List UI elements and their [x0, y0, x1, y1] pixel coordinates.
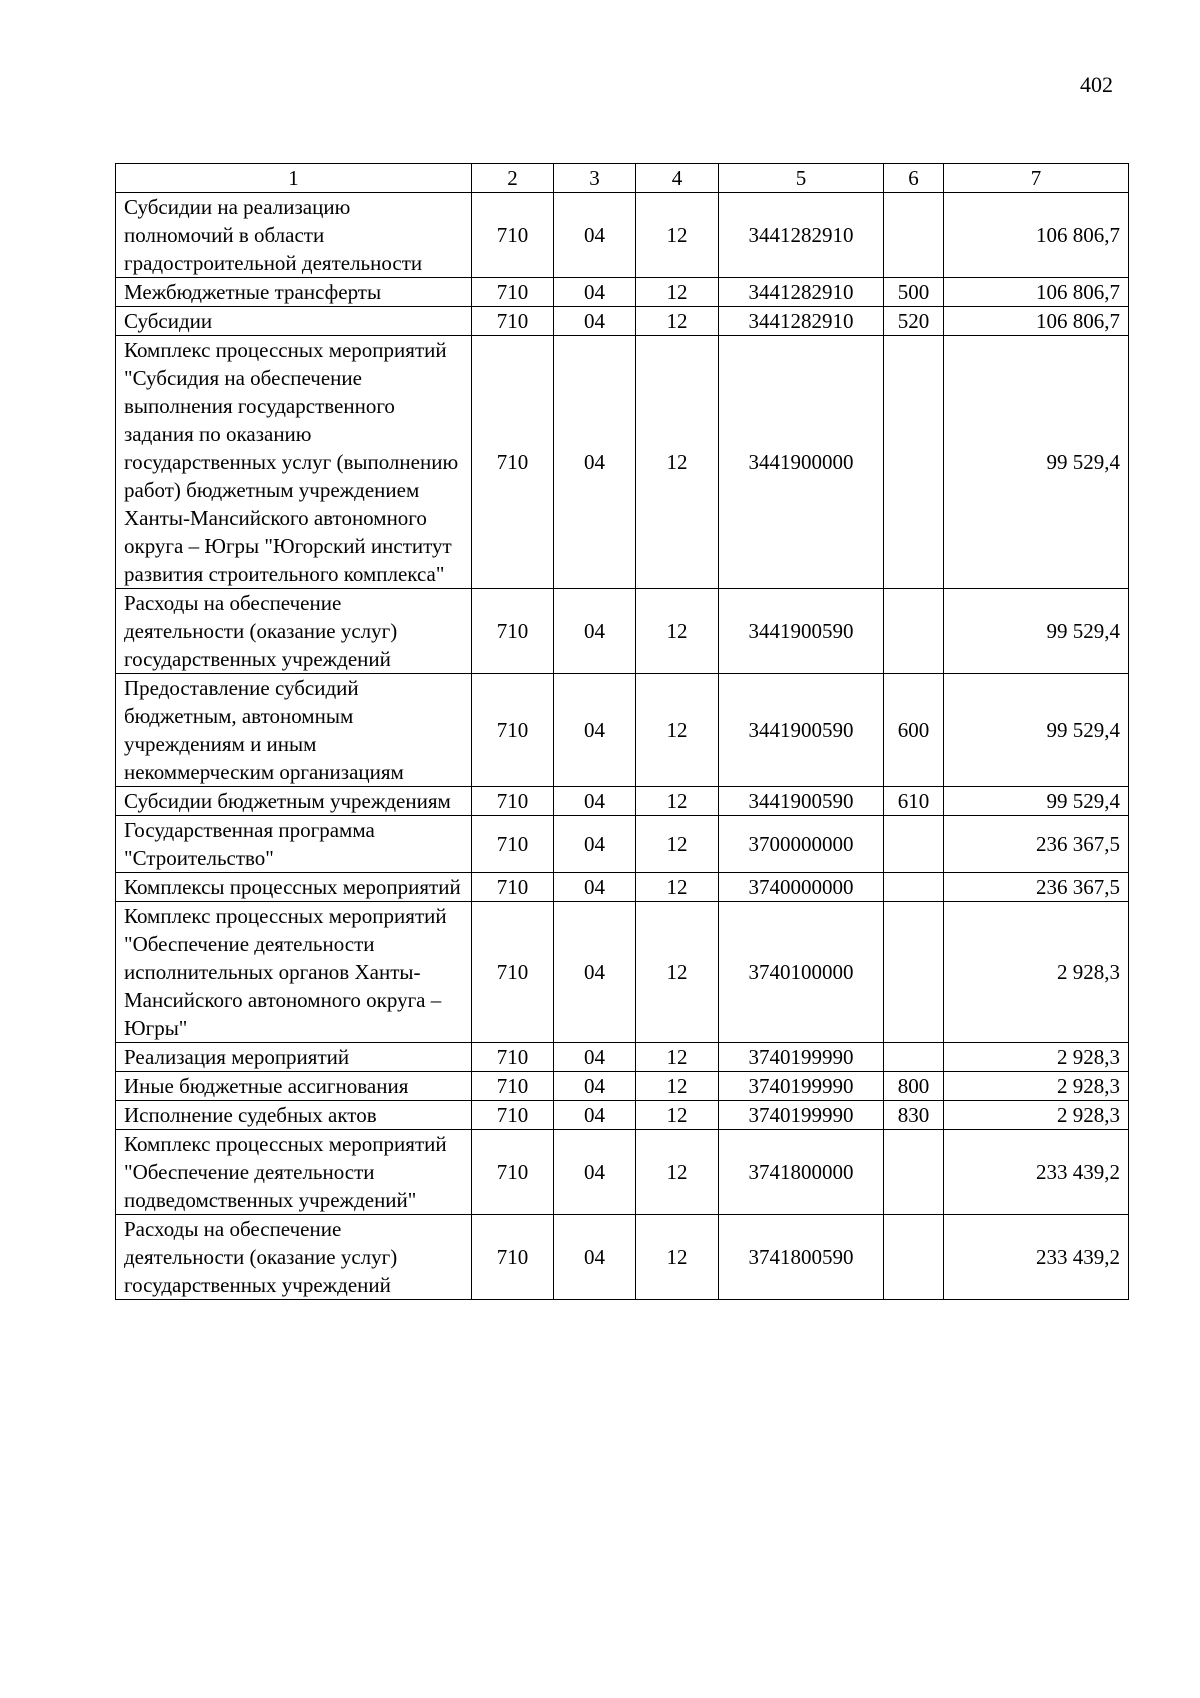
- row-section-code: 04: [554, 589, 636, 674]
- row-amount: 2 928,3: [944, 902, 1129, 1043]
- row-target-code: 3740100000: [719, 902, 884, 1043]
- row-section-code: 04: [554, 278, 636, 307]
- page-number: 402: [1080, 72, 1113, 97]
- row-ministry-code: 710: [472, 873, 554, 902]
- row-expense-type: [884, 589, 944, 674]
- row-name: Субсидии на реализацию полномочий в области градостроительной деятельности: [116, 193, 472, 278]
- column-header: 4: [636, 164, 719, 193]
- row-expense-type: [884, 873, 944, 902]
- row-ministry-code: 710: [472, 193, 554, 278]
- table-row: [116, 589, 1129, 674]
- row-subsection-code: 12: [636, 674, 719, 787]
- table-row: [116, 307, 1129, 336]
- budget-table: [115, 163, 1129, 1300]
- row-amount: 233 439,2: [944, 1130, 1129, 1215]
- row-section-code: 04: [554, 816, 636, 873]
- row-name: Расходы на обеспечение деятельности (оказание услуг) государственных учреждений: [116, 589, 472, 674]
- row-expense-type: 830: [884, 1101, 944, 1130]
- column-header: 2: [472, 164, 554, 193]
- row-amount: 2 928,3: [944, 1043, 1129, 1072]
- row-expense-type: 610: [884, 787, 944, 816]
- table-row: [116, 1130, 1129, 1215]
- row-amount: 99 529,4: [944, 336, 1129, 589]
- row-expense-type: [884, 1215, 944, 1300]
- table-row: [116, 1043, 1129, 1072]
- table-row: [116, 1215, 1129, 1300]
- table-row: [116, 1072, 1129, 1101]
- row-ministry-code: 710: [472, 1215, 554, 1300]
- row-amount: 236 367,5: [944, 816, 1129, 873]
- row-ministry-code: 710: [472, 1072, 554, 1101]
- row-expense-type: [884, 1043, 944, 1072]
- column-header: 1: [116, 164, 472, 193]
- row-name: Комплекс процессных мероприятий "Субсидия на обеспечение выполнения государственного задания по оказанию государственных услуг (выполнению работ) бюджетным учреждением Ханты-Мансийского автономного округа – Югры "Югорский институт развития строительного комплекса": [116, 336, 472, 589]
- row-section-code: 04: [554, 1130, 636, 1215]
- row-target-code: 3441900590: [719, 589, 884, 674]
- row-target-code: 3441282910: [719, 307, 884, 336]
- row-expense-type: 800: [884, 1072, 944, 1101]
- row-amount: 233 439,2: [944, 1215, 1129, 1300]
- row-name: Комплекс процессных мероприятий "Обеспечение деятельности исполнительных органов Ханты-Мансийского автономного округа – Югры": [116, 902, 472, 1043]
- row-section-code: 04: [554, 1215, 636, 1300]
- row-section-code: 04: [554, 336, 636, 589]
- row-target-code: 3741800590: [719, 1215, 884, 1300]
- row-name: Межбюджетные трансферты: [116, 278, 472, 307]
- row-ministry-code: 710: [472, 674, 554, 787]
- header-row: [116, 164, 1129, 193]
- table-row: [116, 873, 1129, 902]
- table-row: [116, 674, 1129, 787]
- column-header: 7: [944, 164, 1129, 193]
- row-section-code: 04: [554, 902, 636, 1043]
- row-name: Реализация мероприятий: [116, 1043, 472, 1072]
- row-amount: 106 806,7: [944, 193, 1129, 278]
- row-subsection-code: 12: [636, 1130, 719, 1215]
- table-row: [116, 787, 1129, 816]
- table-row: [116, 1101, 1129, 1130]
- row-subsection-code: 12: [636, 873, 719, 902]
- row-subsection-code: 12: [636, 1072, 719, 1101]
- row-section-code: 04: [554, 307, 636, 336]
- row-subsection-code: 12: [636, 787, 719, 816]
- table-row: [116, 902, 1129, 1043]
- row-section-code: 04: [554, 674, 636, 787]
- row-expense-type: 520: [884, 307, 944, 336]
- row-name: Расходы на обеспечение деятельности (оказание услуг) государственных учреждений: [116, 1215, 472, 1300]
- row-subsection-code: 12: [636, 278, 719, 307]
- row-section-code: 04: [554, 1101, 636, 1130]
- row-amount: 106 806,7: [944, 278, 1129, 307]
- row-subsection-code: 12: [636, 902, 719, 1043]
- row-ministry-code: 710: [472, 902, 554, 1043]
- row-name: Субсидии бюджетным учреждениям: [116, 787, 472, 816]
- row-target-code: 3740199990: [719, 1101, 884, 1130]
- row-name: Комплекс процессных мероприятий "Обеспечение деятельности подведомственных учреждений": [116, 1130, 472, 1215]
- row-subsection-code: 12: [636, 589, 719, 674]
- row-amount: 106 806,7: [944, 307, 1129, 336]
- row-target-code: 3740000000: [719, 873, 884, 902]
- table-row: [116, 278, 1129, 307]
- row-subsection-code: 12: [636, 336, 719, 589]
- row-ministry-code: 710: [472, 336, 554, 589]
- row-section-code: 04: [554, 873, 636, 902]
- row-amount: 2 928,3: [944, 1101, 1129, 1130]
- row-name: Исполнение судебных актов: [116, 1101, 472, 1130]
- row-ministry-code: 710: [472, 307, 554, 336]
- row-target-code: 3700000000: [719, 816, 884, 873]
- row-ministry-code: 710: [472, 1130, 554, 1215]
- row-target-code: 3740199990: [719, 1072, 884, 1101]
- row-subsection-code: 12: [636, 1215, 719, 1300]
- row-expense-type: 600: [884, 674, 944, 787]
- row-section-code: 04: [554, 1043, 636, 1072]
- column-header: 6: [884, 164, 944, 193]
- row-ministry-code: 710: [472, 816, 554, 873]
- row-expense-type: 500: [884, 278, 944, 307]
- row-ministry-code: 710: [472, 1101, 554, 1130]
- row-target-code: 3441900000: [719, 336, 884, 589]
- row-ministry-code: 710: [472, 787, 554, 816]
- row-section-code: 04: [554, 787, 636, 816]
- row-expense-type: [884, 336, 944, 589]
- row-target-code: 3441900590: [719, 787, 884, 816]
- row-subsection-code: 12: [636, 816, 719, 873]
- row-name: Предоставление субсидий бюджетным, автономным учреждениям и иным некоммерческим организациям: [116, 674, 472, 787]
- row-ministry-code: 710: [472, 1043, 554, 1072]
- row-name: Иные бюджетные ассигнования: [116, 1072, 472, 1101]
- row-name: Комплексы процессных мероприятий: [116, 873, 472, 902]
- table-row: [116, 816, 1129, 873]
- row-subsection-code: 12: [636, 193, 719, 278]
- row-subsection-code: 12: [636, 307, 719, 336]
- row-target-code: 3741800000: [719, 1130, 884, 1215]
- table-row: [116, 193, 1129, 278]
- row-subsection-code: 12: [636, 1043, 719, 1072]
- row-expense-type: [884, 902, 944, 1043]
- row-amount: 99 529,4: [944, 674, 1129, 787]
- row-name: Государственная программа "Строительство": [116, 816, 472, 873]
- row-section-code: 04: [554, 193, 636, 278]
- table-row: [116, 336, 1129, 589]
- row-ministry-code: 710: [472, 278, 554, 307]
- column-header: 3: [554, 164, 636, 193]
- row-amount: 2 928,3: [944, 1072, 1129, 1101]
- row-target-code: 3441900590: [719, 674, 884, 787]
- column-header: 5: [719, 164, 884, 193]
- row-name: Субсидии: [116, 307, 472, 336]
- row-amount: 99 529,4: [944, 589, 1129, 674]
- row-amount: 99 529,4: [944, 787, 1129, 816]
- row-target-code: 3441282910: [719, 278, 884, 307]
- row-target-code: 3441282910: [719, 193, 884, 278]
- row-expense-type: [884, 1130, 944, 1215]
- row-target-code: 3740199990: [719, 1043, 884, 1072]
- row-amount: 236 367,5: [944, 873, 1129, 902]
- row-subsection-code: 12: [636, 1101, 719, 1130]
- row-expense-type: [884, 816, 944, 873]
- row-section-code: 04: [554, 1072, 636, 1101]
- row-expense-type: [884, 193, 944, 278]
- row-ministry-code: 710: [472, 589, 554, 674]
